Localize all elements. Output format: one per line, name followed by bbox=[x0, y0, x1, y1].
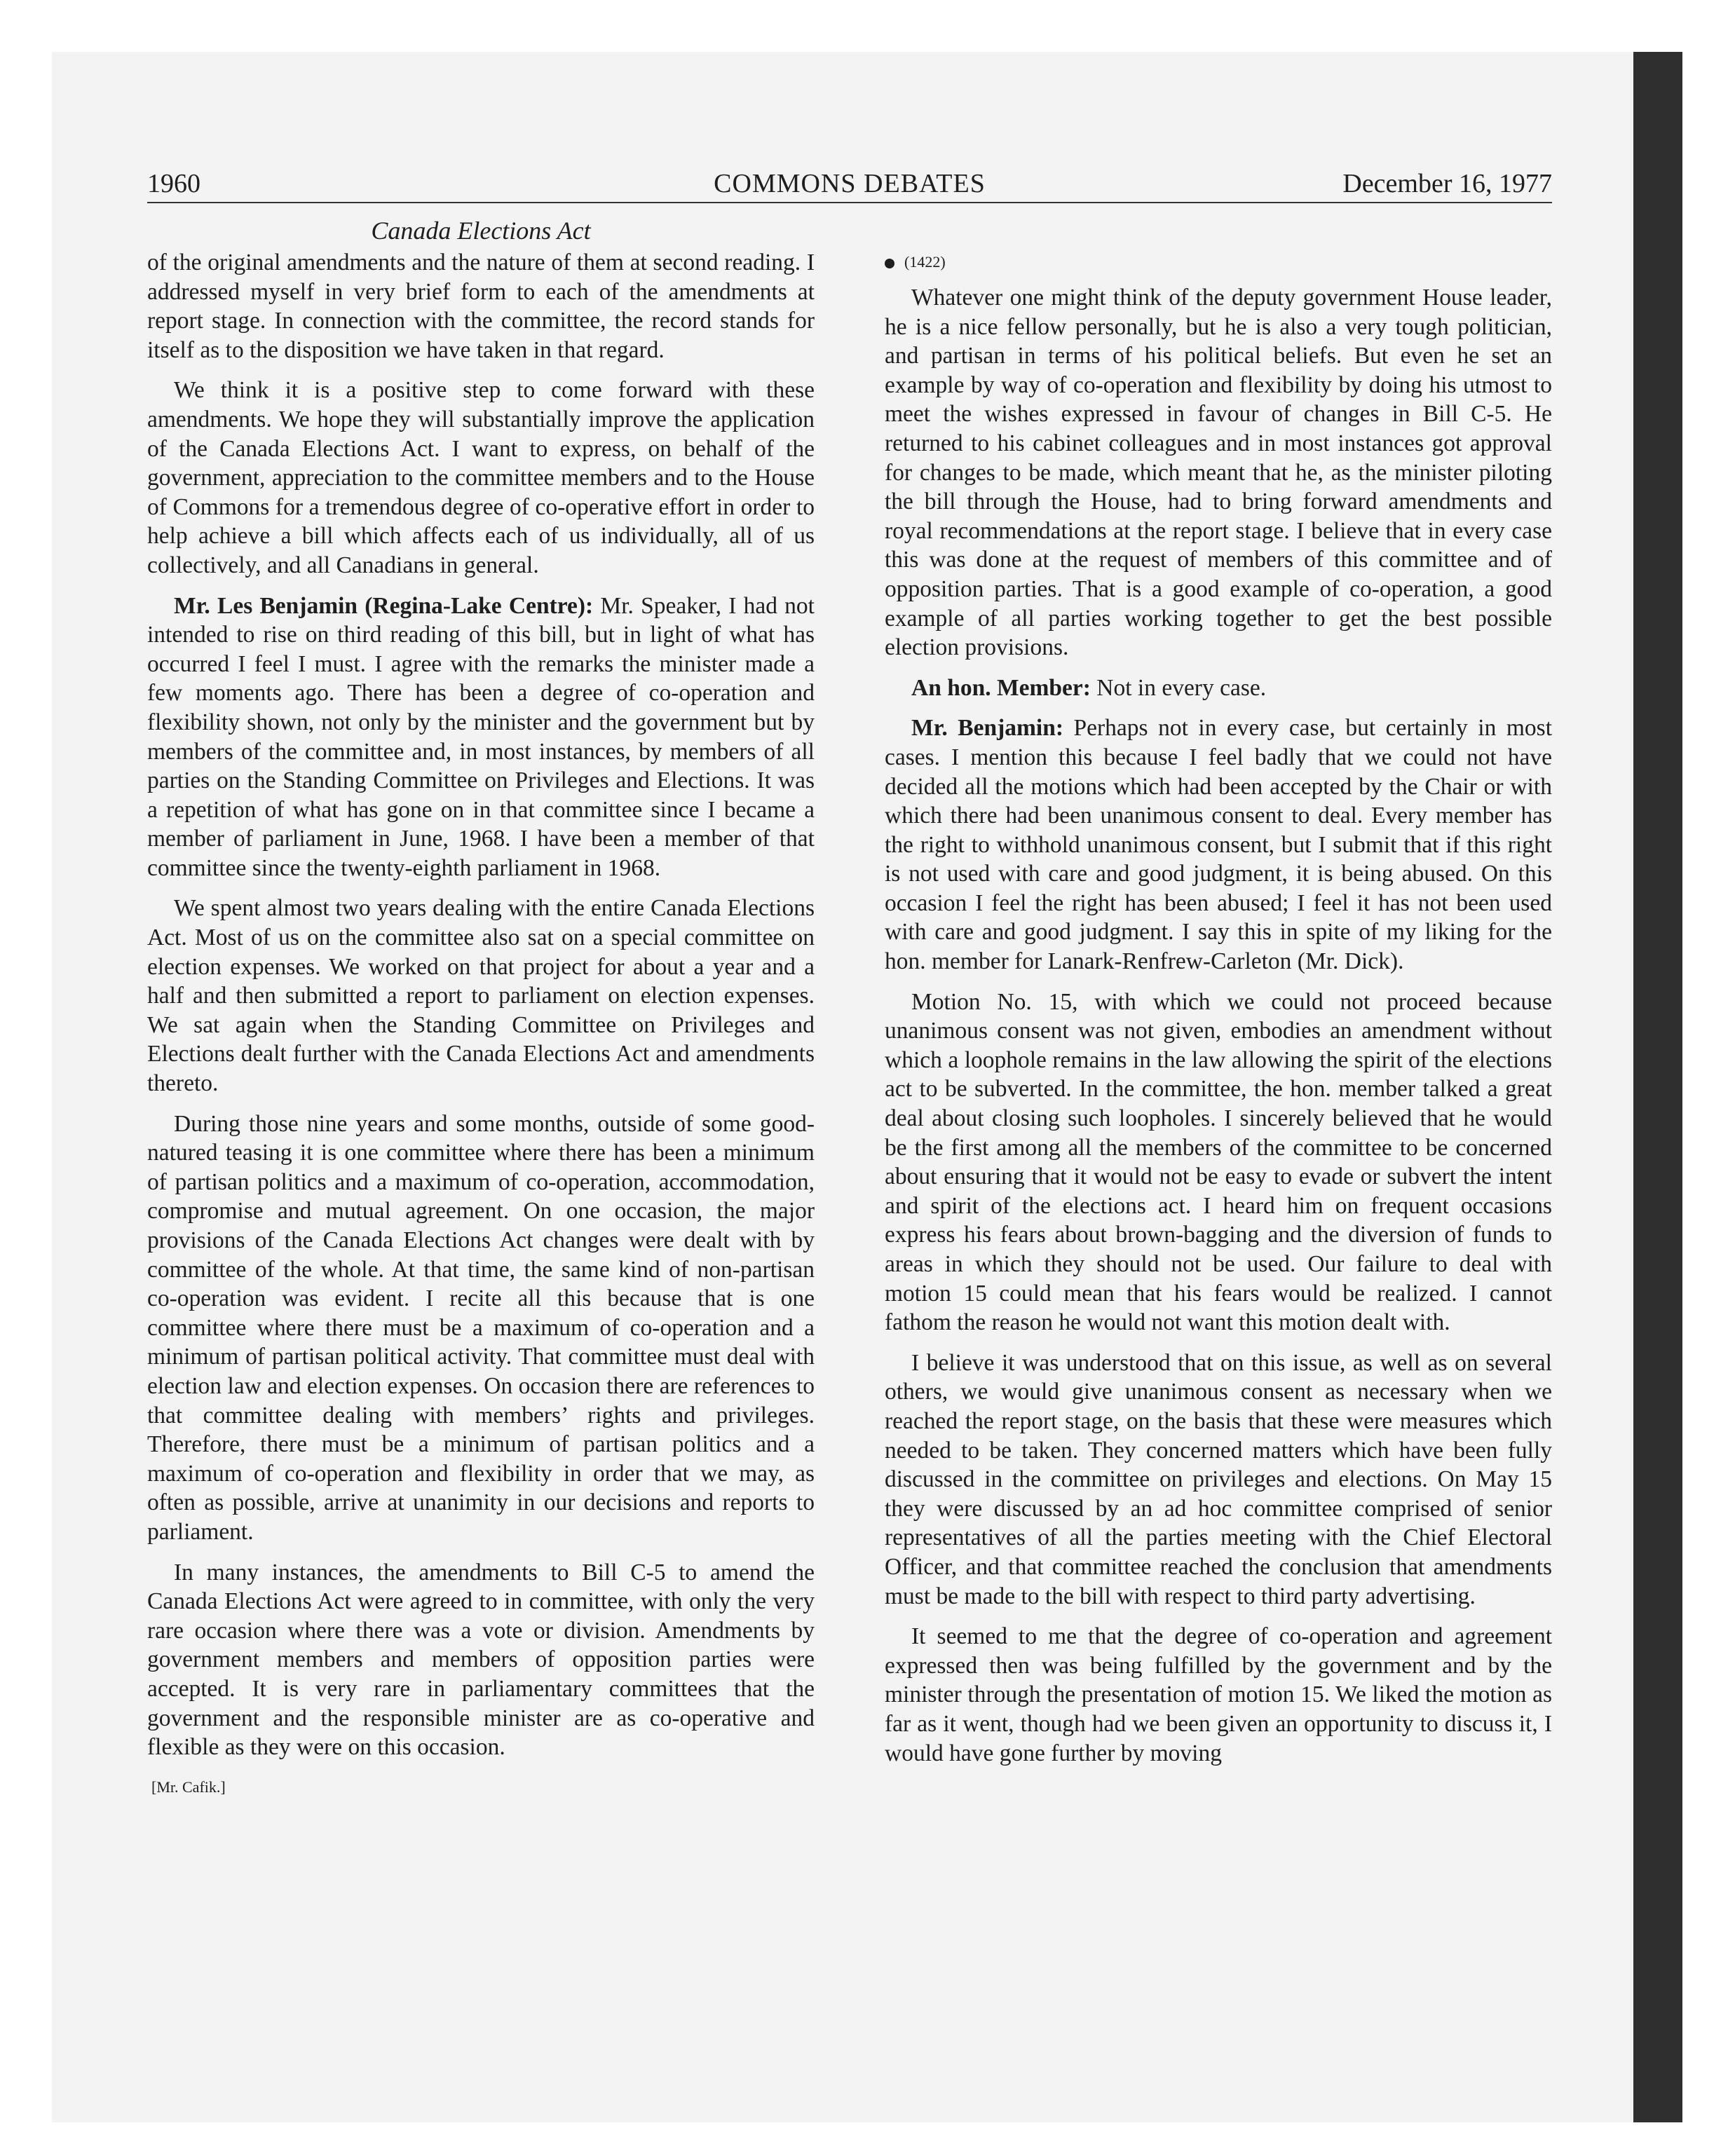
paragraph bbox=[885, 283, 1552, 662]
paragraph-text: We spent almost two years dealing with the entire Canada Elections Act. Most of us on the committee also sat on a special committee on election expenses. We worked on that project for about a year and a half and then submitted a report to parliament on election expenses. We sat again when the Standing Committee on Privileges and Elections dealt further with the Canada Elections Act and amendments thereto. bbox=[147, 895, 815, 1097]
scan-edge-shadow bbox=[1633, 52, 1682, 2122]
paragraph-text: of the original amendments and the nature of them at second reading. I addressed myself in very brief form to each of the amendments at report stage. In connection with the committee, the record stands for itself as to the disposition we have taken in that regard. bbox=[147, 250, 815, 363]
right-column bbox=[885, 248, 1552, 1779]
running-title: Canada Elections Act bbox=[371, 217, 591, 245]
left-column bbox=[147, 213, 815, 1801]
issue-date: December 16, 1977 bbox=[1342, 169, 1552, 198]
time-marker bbox=[885, 248, 1552, 276]
paragraph-text: Mr. Speaker, I had not intended to rise on third reading of this bill, but in light of what has occurred I feel I must. I agree with the remarks the minister made a few moments ago. There has been a degree of co-operation and flexibility shown, not only by the minister and the government but by members of the committee and, in most instances, by members of all parties on the Standing Committee on Privileges and Elections. It was a repetition of what has gone on in that committee since I became a member of parliament in June, 1968. I have been a member of that committee since the twenty-eighth parliament in 1968. bbox=[147, 592, 815, 881]
paragraph bbox=[885, 1622, 1552, 1768]
paragraph-text: Motion No. 15, with which we could not proceed because unanimous consent was not given, embodies an amendment without which a loophole remains in the law allowing the spirit of the elections act to be subverted. In the committee, the hon. member talked a great deal about closing such loopholes. I sincerely believed that he would be the first among all the members of the committee to be concerned about ensuring that it would not be easy to evade or subvert the intent and spirit of the elections act. I heard him on frequent occasions express his fears about brown-bagging and the diversion of funds to areas in which they should not be used. Our failure to deal with motion 15 could mean that his fears would be realized. I cannot fathom the reason he would not want this motion dealt with. bbox=[885, 988, 1552, 1336]
paragraph-text: We think it is a positive step to come forward with these amendments. We hope they will substantially improve the application of the Canada Elections Act. I want to express, on behalf of the government, appreciation to the committee members and to the House of Commons for a tremendous degree of co-operative effort in order to help achieve a bill which affects each of us individually, all of us collectively, and all Canadians in general. bbox=[147, 377, 815, 578]
paragraph bbox=[147, 1110, 815, 1547]
paragraph-text: It seemed to me that the degree of co-operation and agreement expressed then was being fulfilled by the government and by the minister through the presentation of motion 15. We liked the motion as far as it went, though had we been given an opportunity to discuss it, I would have gone further by moving bbox=[885, 1623, 1552, 1766]
right-column-paragraphs bbox=[885, 283, 1552, 1768]
paragraph bbox=[147, 1558, 815, 1762]
paragraph bbox=[147, 894, 815, 1098]
speaker-attribution: [Mr. Cafik.] bbox=[151, 1778, 226, 1796]
page-header bbox=[147, 165, 1552, 202]
time-marker-text: (1422) bbox=[904, 253, 946, 271]
speaker-name: Mr. Les Benjamin (Regina-Lake Centre): bbox=[174, 592, 594, 619]
speaker-name: Mr. Benjamin: bbox=[911, 715, 1064, 742]
paragraph bbox=[885, 1349, 1552, 1611]
paragraph-text: Whatever one might think of the deputy government House leader, he is a nice fellow personally, but he is also a very tough politician, and partisan in terms of his political beliefs. But even he set an example by way of co-operation and flexibility by doing his utmost to meet the wishes expressed in favour of changes in Bill C-5. He returned to his cabinet colleagues and in most instances got approval for changes to be made, which meant that he, as the minister piloting the bill through the House, had to bring forward amendments and royal recommendations at the report stage. I believe that in every case this was done at the request of members of this committee and of opposition parties. That is a good example of co-operation, a good example of all parties working together to get the best possible election provisions. bbox=[885, 285, 1552, 661]
paragraph bbox=[147, 248, 815, 364]
paragraph-text: Perhaps not in every case, but certainly in most cases. I mention this because I feel badly that we could not have decided all the motions which had been accepted by the Chair or with which there had been unanimous consent to deal. Every member has the right to withhold unanimous consent, but I submit that if this right is not used with care and good judgment, it is being abused. On this occasion I feel the right has been abused; I feel it has not been used with care and good judgment. I say this in spite of my liking for the hon. member for Lanark-Renfrew-Carleton (Mr. Dick). bbox=[885, 715, 1552, 975]
paragraph bbox=[885, 988, 1552, 1337]
paragraph bbox=[885, 714, 1552, 976]
page-number: 1960 bbox=[147, 169, 200, 198]
publication-title: COMMONS DEBATES bbox=[714, 169, 986, 198]
header-rule bbox=[147, 202, 1552, 203]
speaker-name: An hon. Member: bbox=[911, 674, 1091, 701]
bullet-dot-icon bbox=[885, 259, 894, 268]
paragraph bbox=[147, 376, 815, 580]
paragraph bbox=[147, 592, 815, 883]
paragraph-text: During those nine years and some months, outside of some good-natured teasing it is one committee where there has been a minimum of partisan politics and a maximum of co-operation, accommodation, compromise and mutual agreement. On one occasion, the major provisions of the Canada Elections Act changes were dealt with by committee of the whole. At that time, the same kind of non-partisan co-operation was evident. I recite all this because that is one committee where there must be a maximum of co-operation and a minimum of partisan political activity. That committee must deal with election law and election expenses. On occasion there are references to that committee dealing with members’ rights and privileges. Therefore, there must be a minimum of partisan politics and a maximum of co-operation and flexibility in order that we may, as often as possible, arrive at unanimity in our decisions and reports to parliament. bbox=[147, 1110, 815, 1545]
paragraph-text: In many instances, the amendments to Bill C-5 to amend the Canada Elections Act were agreed to in committee, with only the very rare occasion where there was a vote or division. Amendments by government members and members of opposition parties were accepted. It is very rare in parliamentary committees that the government and the responsible minister are as co-operative and flexible as they were on this occasion. bbox=[147, 1559, 815, 1761]
paragraph bbox=[885, 674, 1552, 703]
paragraph-text: I believe it was understood that on this issue, as well as on several others, we would give unanimous consent as necessary when we reached the report stage, on the basis that these were measures which needed to be taken. They concerned matters which have been fully discussed in the committee on privileges and elections. On May 15 they were discussed by an ad hoc committee comprised of senior representatives of all the parties meeting with the Chief Electoral Officer, and that committee reached the conclusion that amendments must be made to the bill with respect to third party advertising. bbox=[885, 1349, 1552, 1609]
left-column-paragraphs bbox=[147, 248, 815, 1762]
paragraph-text: Not in every case. bbox=[1096, 674, 1267, 701]
